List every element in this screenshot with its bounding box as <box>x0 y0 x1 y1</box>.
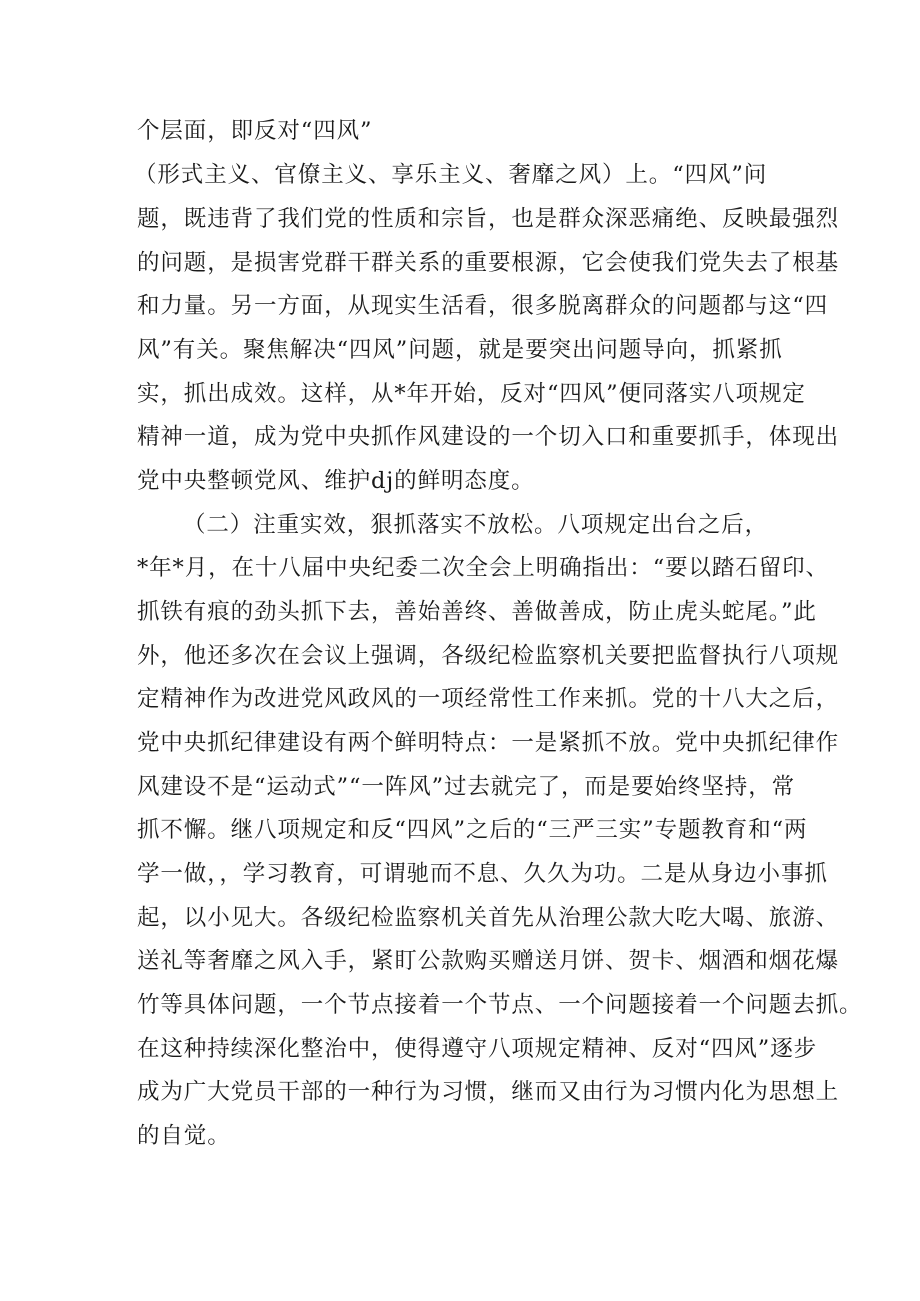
text-line: 送礼等奢靡之风入手，紧盯公款购买赠送月饼、贺卡、烟酒和烟花爆 <box>137 948 840 974</box>
text-line: 起，以小见大。各级纪检监察机关首先从治理公款大吃大喝、旅游、 <box>137 905 840 931</box>
text-line: *年*月，在十八届中央纪委二次全会上明确指出：“要以踏石留印、 <box>137 555 829 581</box>
text-line: 的问题，是损害党群干群关系的重要根源，它会使我们党失去了根基 <box>137 250 840 276</box>
text-line: 和力量。另一方面，从现实生活看，很多脱离群众的问题都与这“四 <box>137 293 829 319</box>
text-line: 在这种持续深化整治中，使得遵守八项规定精神、反对“四风”逐步 <box>137 1036 818 1062</box>
text-line: 的自觉。 <box>137 1123 231 1149</box>
text-line: （形式主义、官僚主义、享乐主义、奢靡之风）上。“四风”问 <box>134 162 768 188</box>
text-line: 抓不懈。继八项规定和反“四风”之后的“三严三实”专题教育和“两 <box>137 817 808 843</box>
text-line: 风”有关。聚焦解决“四风”问题，就是要突出问题导向，抓紧抓 <box>137 337 783 363</box>
text-line: 党中央整顿党风、维护dj的鲜明态度。 <box>137 468 535 494</box>
text-line: 党中央抓纪律建设有两个鲜明特点：一是紧抓不放。党中央抓纪律作 <box>137 730 840 756</box>
text-line: 竹等具体问题，一个节点接着一个节点、一个问题接着一个问题去抓。 <box>137 992 863 1018</box>
text-line: 实，抓出成效。这样，从*年开始，反对“四风”便同落实八项规定 <box>137 381 806 407</box>
text-line: 题，既违背了我们党的性质和宗旨，也是群众深恶痛绝、反映最强烈 <box>137 206 840 232</box>
text-line: 个层面，即反对“四风” <box>137 118 373 144</box>
section-heading: （二）注重实效，狠抓落实不放松。八项规定出台之后， <box>183 512 769 538</box>
text-line: 定精神作为改进党风政风的一项经常性工作来抓。党的十八大之后， <box>137 686 840 712</box>
text-line: 外，他还多次在会议上强调，各级纪检监察机关要把监督执行八项规 <box>137 643 840 669</box>
text-line: 风建设不是“运动式”“一阵风”过去就完了，而是要始终坚持，常 <box>137 774 796 800</box>
text-line: 学一做，，学习教育，可谓驰而不息、久久为功。二是从身边小事抓 <box>137 861 828 887</box>
text-line: 成为广大党员干部的一种行为习惯，继而又由行为习惯内化为思想上 <box>137 1079 840 1105</box>
text-line: 精神一道，成为党中央抓作风建设的一个切入口和重要抓手，体现出 <box>137 424 840 450</box>
text-line: 抓铁有痕的劲头抓下去，善始善终、善做善成，防止虎头蛇尾。”此 <box>137 599 817 625</box>
